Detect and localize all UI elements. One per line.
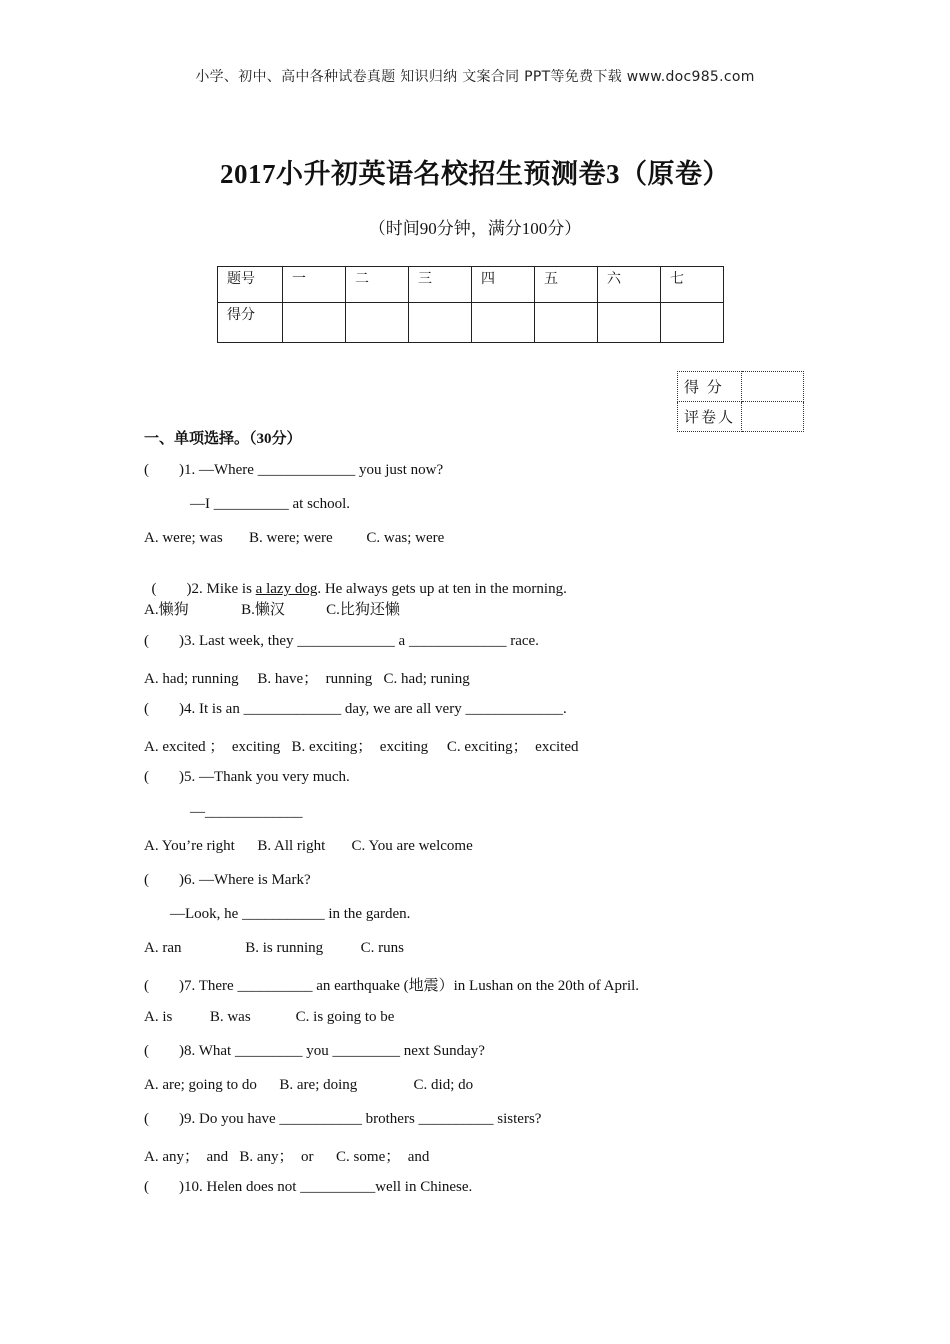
exam-title: 2017小升初英语名校招生预测卷3（原卷） xyxy=(220,159,730,189)
grader-name-label: 评卷人 xyxy=(678,402,742,432)
section-title: 一、单项选择。（30分） xyxy=(144,431,302,447)
question-line: ( )8. What _________ you _________ next Sunday? xyxy=(144,1043,485,1059)
score-cell: 题号 xyxy=(218,267,283,303)
question-line: ( )6. —Where is Mark? xyxy=(144,872,311,888)
score-cell: 六 xyxy=(598,267,661,303)
option-line: A. ran B. is running C. runs xyxy=(144,940,404,956)
score-cell: 四 xyxy=(472,267,535,303)
score-cell xyxy=(661,303,724,343)
score-cell: 一 xyxy=(283,267,346,303)
underlined-phrase: a lazy dog xyxy=(255,581,318,597)
question-line: —_____________ xyxy=(190,804,303,820)
grader-table xyxy=(677,371,804,432)
option-line: A. were; was B. were; were C. was; were xyxy=(144,530,445,546)
question-line: ( )5. —Thank you very much. xyxy=(144,769,350,785)
score-cell xyxy=(409,303,472,343)
question-line: —I __________ at school. xyxy=(190,496,350,512)
option-line: A. You’re right B. All right C. You are welcome xyxy=(144,838,473,854)
option-line: A. any； and B. any； or C. some； and xyxy=(144,1149,430,1165)
score-cell: 七 xyxy=(661,267,724,303)
score-cell: 三 xyxy=(409,267,472,303)
question-line: ( )7. There __________ an earthquake (地震）in Lushan on the 20th of April. xyxy=(144,978,640,994)
grader-score-value xyxy=(742,372,804,402)
score-cell: 五 xyxy=(535,267,598,303)
question-text: . He always gets up at ten in the morning. xyxy=(317,581,567,597)
score-cell: 得分 xyxy=(218,303,283,343)
option-line: A. is B. was C. is going to be xyxy=(144,1009,395,1025)
question-line: ( )3. Last week, they _____________ a _____________ race. xyxy=(144,633,539,649)
question-line: ( )1. —Where _____________ you just now? xyxy=(144,462,444,478)
page-header: 小学、初中、高中各种试卷真题 知识归纳 文案合同 PPT等免费下载 www.doc985.com xyxy=(195,69,755,85)
score-cell xyxy=(283,303,346,343)
option-line: A. are; going to do B. are; doing C. did; do xyxy=(144,1077,474,1093)
question-text: ( )2. Mike is xyxy=(151,581,256,597)
question-line: —Look, he ___________ in the garden. xyxy=(170,906,411,922)
score-table-header-row xyxy=(218,267,724,303)
score-cell xyxy=(598,303,661,343)
score-table xyxy=(217,266,724,343)
question-line: ( )10. Helen does not __________well in Chinese. xyxy=(144,1179,473,1195)
score-table-score-row xyxy=(218,303,724,343)
score-cell xyxy=(472,303,535,343)
grader-score-label: 得 分 xyxy=(678,372,742,402)
option-line: A. excited ； exciting B. exciting； exciting C. exciting； excited xyxy=(144,739,579,755)
question-line: ( )9. Do you have ___________ brothers __________ sisters? xyxy=(144,1111,542,1127)
grader-name-value xyxy=(742,402,804,432)
score-cell xyxy=(535,303,598,343)
score-cell: 二 xyxy=(346,267,409,303)
exam-subtitle: （时间90分钟，满分100分） xyxy=(368,219,582,238)
option-line: A. had; running B. have； running C. had; runing xyxy=(144,671,470,687)
score-cell xyxy=(346,303,409,343)
option-line: A.懒狗 B.懒汉 C.比狗还懒 xyxy=(144,602,400,618)
question-line xyxy=(144,564,567,598)
question-line: ( )4. It is an _____________ day, we are all very _____________. xyxy=(144,701,567,717)
